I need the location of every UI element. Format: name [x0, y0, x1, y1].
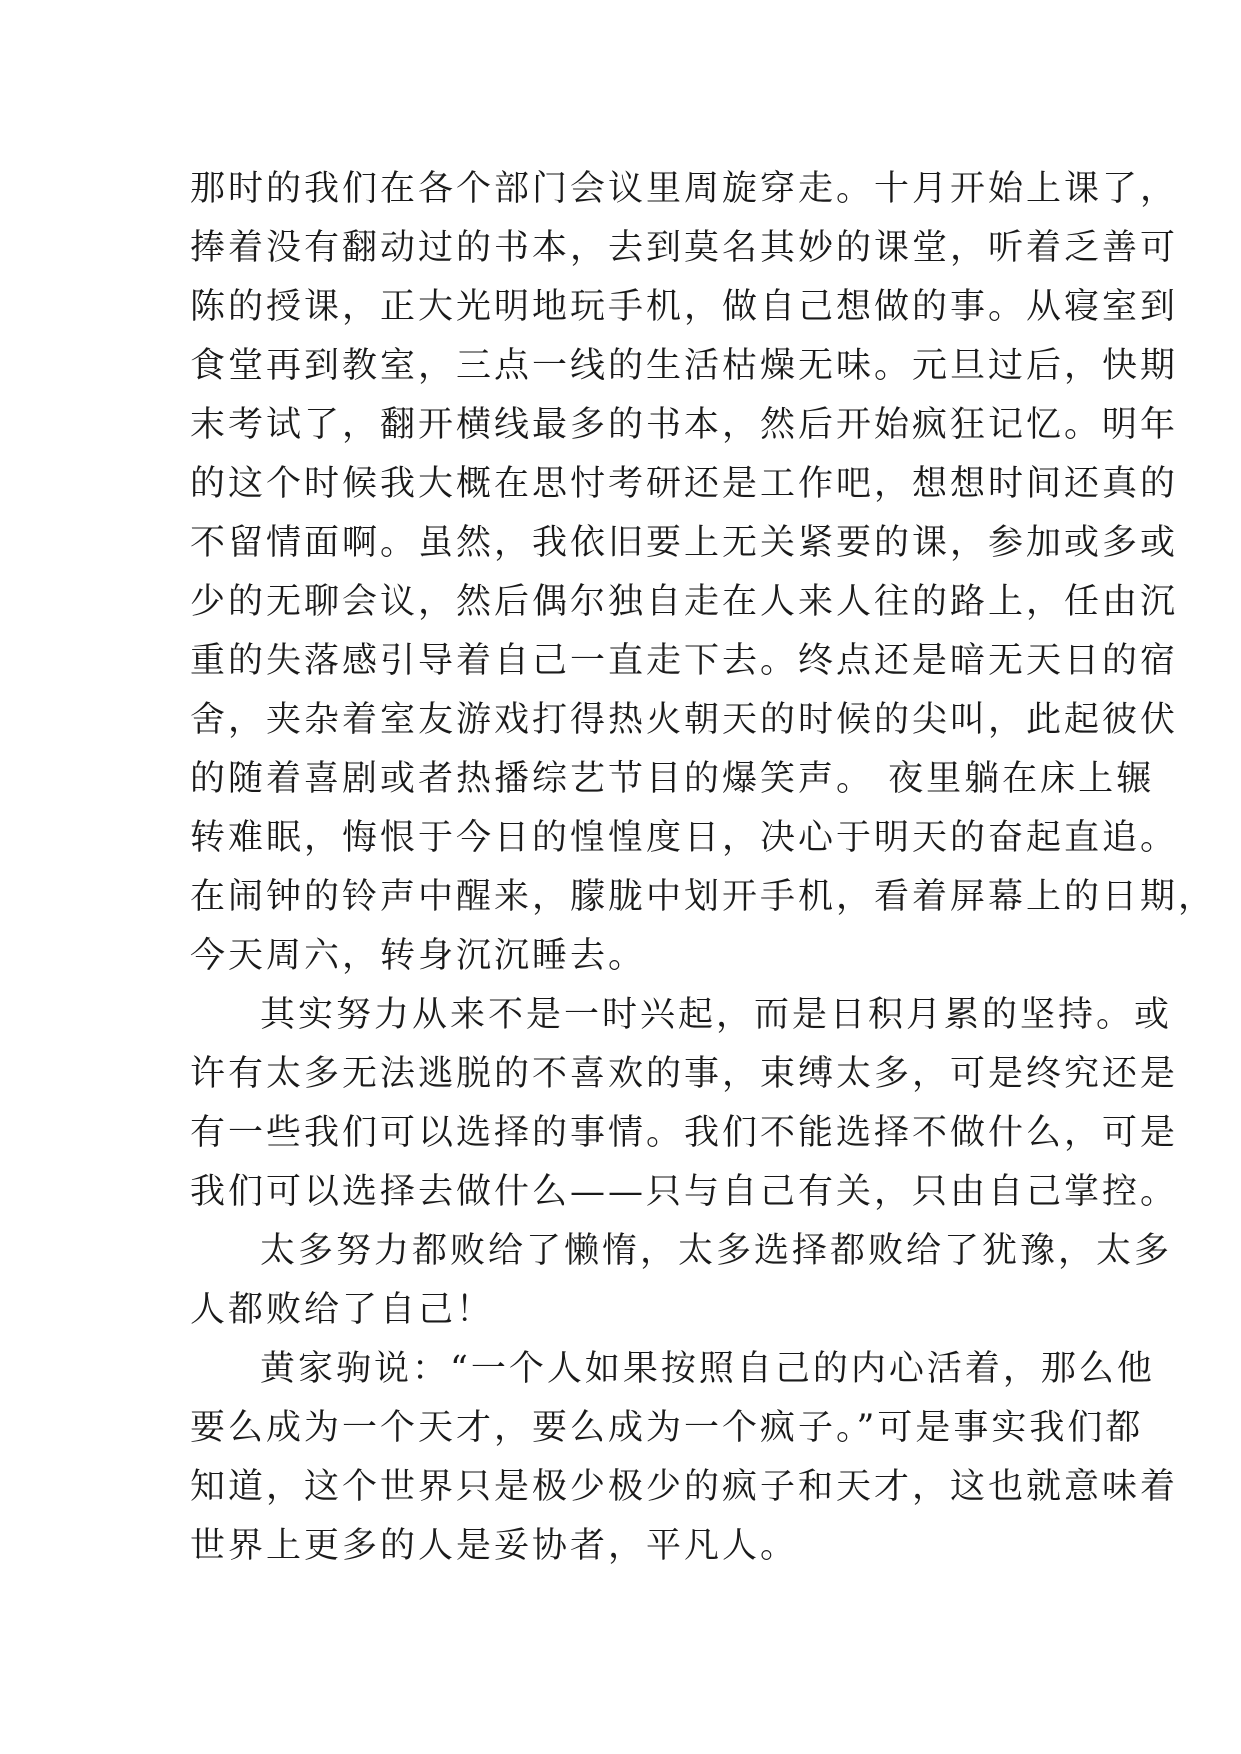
text-line: 知道，这个世界只是极少极少的疯子和天才，这也就意味着	[190, 1467, 1179, 1507]
paragraph-4	[190, 1340, 1179, 1576]
text-line: 世界上更多的人是妥协者，平凡人。	[190, 1526, 799, 1566]
text-line: 重的失落感引导着自己一直走下去。终点还是暗无天日的宿	[190, 641, 1179, 681]
text-line: 许有太多无法逃脱的不喜欢的事，束缚太多，可是终究还是	[190, 1054, 1179, 1094]
text-line: 少的无聊会议，然后偶尔独自走在人来人往的路上，任由沉	[190, 582, 1179, 622]
text-line: 捧着没有翻动过的书本，去到莫名其妙的课堂，听着乏善可	[190, 228, 1179, 268]
text-line: 太多努力都败给了懒惰，太多选择都败给了犹豫，太多	[260, 1231, 1173, 1271]
paragraph-1	[190, 160, 1217, 986]
text-line: 有一些我们可以选择的事情。我们不能选择不做什么，可是	[190, 1113, 1179, 1153]
text-line: 转难眠，悔恨于今日的惶惶度日，决心于明天的奋起直追。	[190, 818, 1179, 858]
text-line: 我们可以选择去做什么——只与自己有关，只由自己掌控。	[190, 1172, 1179, 1212]
text-line: 那时的我们在各个部门会议里周旋穿走。十月开始上课了，	[190, 169, 1179, 209]
text-line: 今天周六，转身沉沉睡去。	[190, 936, 647, 976]
text-line: 陈的授课，正大光明地玩手机，做自己想做的事。从寝室到	[190, 287, 1179, 327]
text-line: 要么成为一个天才，要么成为一个疯子。”可是事实我们都	[190, 1408, 1144, 1448]
text-line: 食堂再到教室，三点一线的生活枯燥无味。元旦过后，快期	[190, 346, 1179, 386]
paragraph-2	[190, 986, 1179, 1222]
paragraph-3	[190, 1222, 1173, 1340]
text-line: 舍，夹杂着室友游戏打得热火朝天的时候的尖叫，此起彼伏	[190, 700, 1179, 740]
text-line: 不留情面啊。虽然，我依旧要上无关紧要的课，参加或多或	[190, 523, 1179, 563]
text-line: 其实努力从来不是一时兴起，而是日积月累的坚持。或	[260, 995, 1173, 1035]
text-line: 黄家驹说：“一个人如果按照自己的内心活着，那么他	[260, 1349, 1155, 1389]
text-line: 人都败给了自己！	[190, 1290, 495, 1330]
document-body	[190, 160, 1217, 1576]
text-line: 的这个时候我大概在思忖考研还是工作吧，想想时间还真的	[190, 464, 1179, 504]
text-line: 末考试了，翻开横线最多的书本，然后开始疯狂记忆。明年	[190, 405, 1179, 445]
text-line: 在闹钟的铃声中醒来，朦胧中划开手机，看着屏幕上的日期，	[190, 877, 1217, 917]
text-line: 的随着喜剧或者热播综艺节目的爆笑声。 夜里躺在床上辗	[190, 759, 1155, 799]
